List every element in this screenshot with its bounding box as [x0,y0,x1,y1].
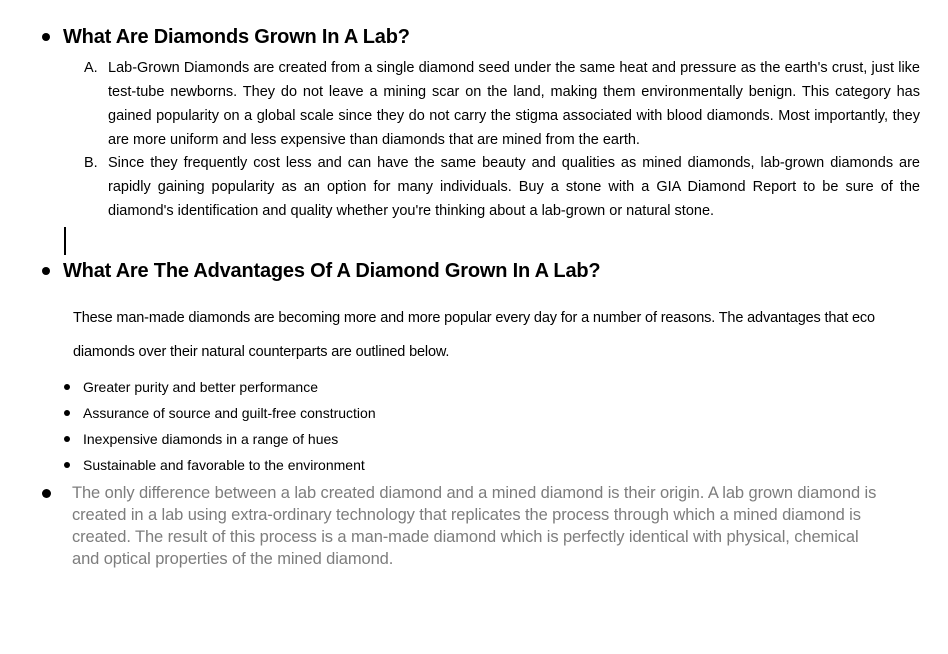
section-heading-row [42,258,600,284]
section-heading-row [42,24,410,50]
list-item [64,452,376,478]
note-paragraph [72,482,942,570]
paragraph-line: The only difference between a lab created diamond and a mined diamond is their origin. A lab grown diamond is [72,484,877,502]
intro-paragraph [73,301,875,369]
list-item-label: Assurance of source and guilt-free construction [83,405,376,421]
paragraph-line: diamonds over their natural counterparts are outlined below. [73,344,450,360]
bullet-icon [42,33,50,41]
list-item-label: Inexpensive diamonds in a range of hues [83,431,339,447]
list-item-label: Sustainable and favorable to the environment [83,457,365,473]
list-marker: B. [84,155,98,171]
list-item [64,426,376,452]
section-heading: What Are The Advantages Of A Diamond Grown In A Lab? [63,260,601,282]
bullet-icon [64,384,70,390]
bullet-icon [64,436,70,442]
paragraph: Since they frequently cost less and can have the same beauty and qualities as mined diamonds, lab-grown diamonds are rapidly gaining popularity as an option for many individuals. Buy a stone with a GIA Diamond Report to be sure of the diamond's identification and quality whether you're thinking about a lab-grown or natural stone. [108,155,920,219]
text-cursor [64,227,66,255]
note-paragraph-row [42,482,942,570]
paragraph-line: These man-made diamonds are becoming more and more popular every day for a number of reasons. The advantages that eco [73,310,875,326]
bullet-icon [42,489,51,498]
paragraph-line: created. The result of this process is a man-made diamond which is perfectly identical with physical, chemical [72,528,859,546]
list-item [64,374,376,400]
bullet-icon [64,462,70,468]
bullet-icon [42,267,50,275]
list-item [64,400,376,426]
paragraph: Lab-Grown Diamonds are created from a single diamond seed under the same heat and pressure as the earth's crust, just like test-tube newborns. They do not leave a mining scar on the land, making them environmentally benign. This category has gained popularity on a global scale since they do not carry the stigma associated with blood diamonds. Most importantly, they are more uniform and less expensive than diamonds that are mined from the earth. [108,60,920,148]
list-item [84,151,920,223]
paragraph-line: and optical properties of the mined diamond. [72,550,394,568]
list-marker: A. [84,60,98,76]
section-heading: What Are Diamonds Grown In A Lab? [63,26,410,48]
bullet-icon [64,410,70,416]
list-item-label: Greater purity and better performance [83,379,319,395]
list-item [84,56,920,152]
paragraph-line: created in a lab using extra-ordinary technology that replicates the process through which a mined diamond is [72,506,861,524]
advantages-list [64,374,376,478]
